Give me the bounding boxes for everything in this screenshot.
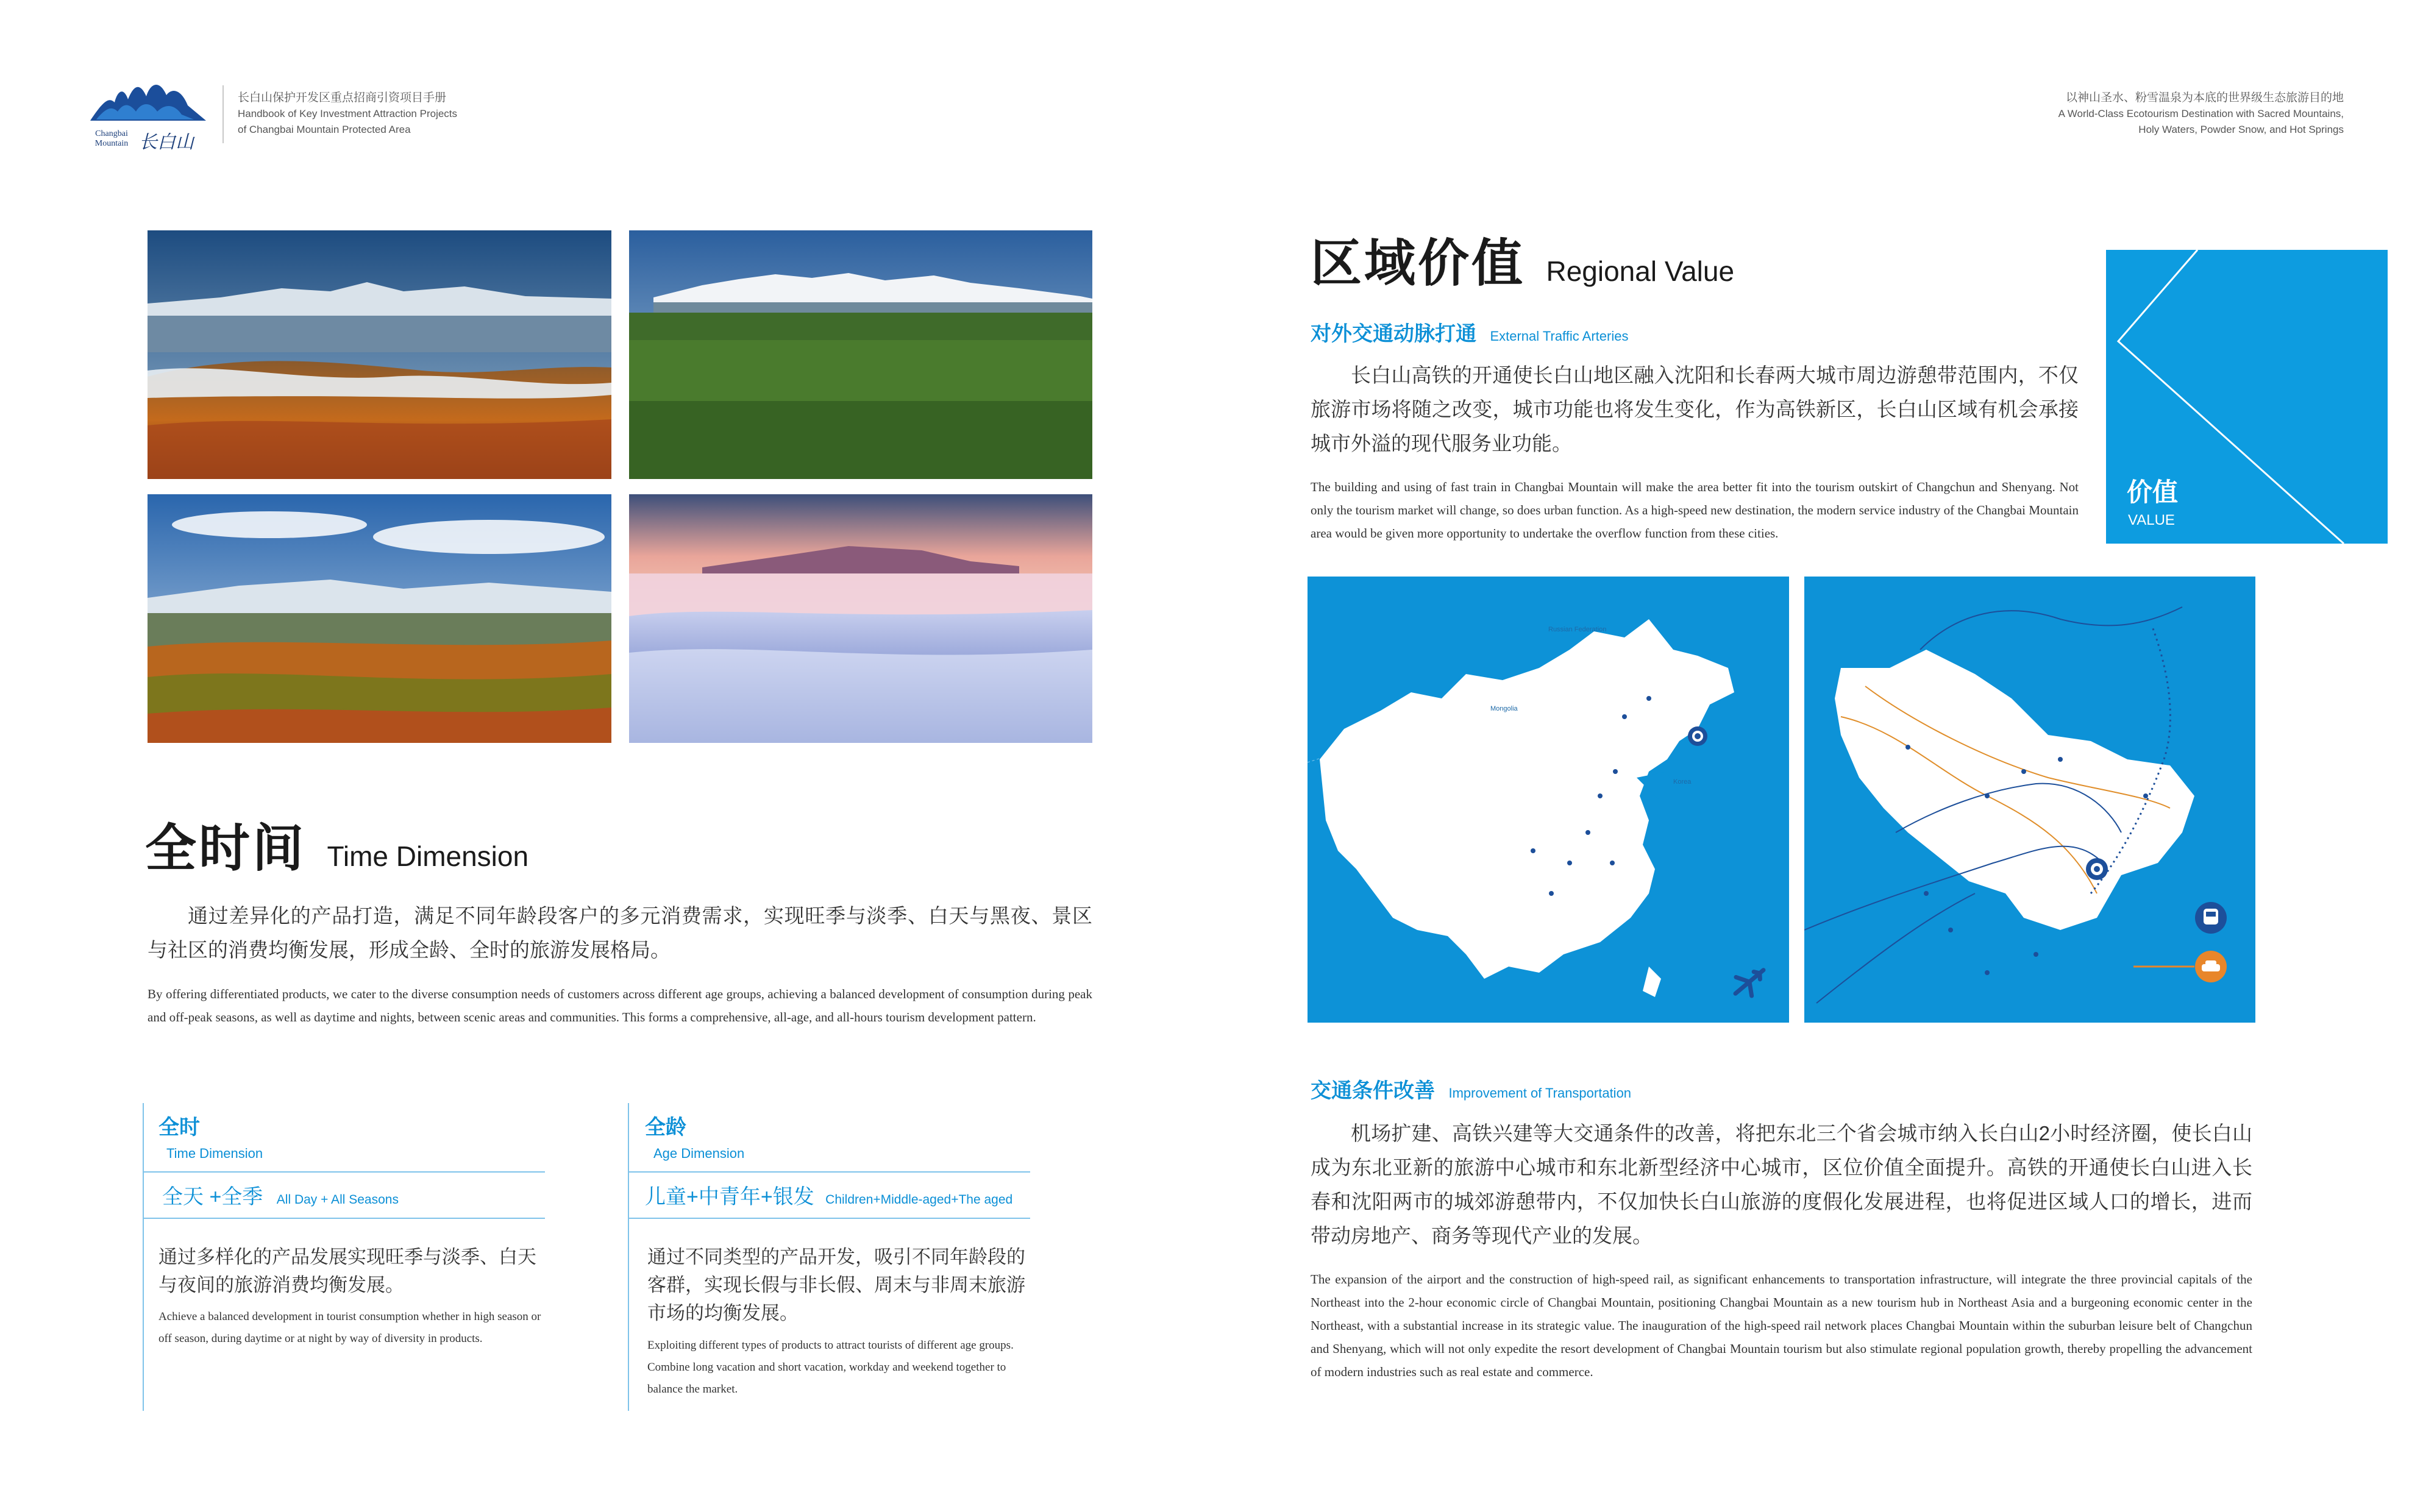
logo-text-cn: 长白山 — [139, 132, 194, 152]
time-dimension-body-en: By offering differentiated products, we cater to the diverse consumption needs of customers across different age groups, achieving a balanced development of consumption during peak and off-peak seasons, as well as daytime and nights, between scenic areas and communities. This forms a comprehensive, all-age, and all-hours tourism development pattern. — [148, 987, 1092, 1024]
time-dimension-title-en: Time Dimension — [327, 840, 529, 872]
col1-divider-1 — [143, 1171, 545, 1173]
svg-text:Russian Federation: Russian Federation — [1548, 626, 1607, 633]
section2-head-en: Improvement of Transportation — [1448, 1085, 1632, 1101]
logo — [90, 78, 212, 151]
regional-value-title-en: Regional Value — [1546, 255, 1735, 287]
header-divider — [222, 85, 224, 143]
handbook-title-en-2: of Changbai Mountain Protected Area — [238, 124, 411, 135]
col2-text-en: Exploiting different types of products to attract tourists of different age groups. Combine long vacation and short vacation, workday and weekend together to balance the market. — [647, 1339, 1014, 1396]
section2-body-cn: 机场扩建、高铁兴建等大交通条件的改善，将把东北三个省会城市纳入长白山2小时经济圈，使长白山成为东北亚新的旅游中心城市和东北新型经济中心城市，区位价值全面提升。高铁的开通使长白山进入长春和沈阳两市的城郊游憩带内，不仅加快长白山旅游的度假化发展进程，也将促进区域人口的增长，进而带动房地产、商务等现代产业的发展。 — [1311, 1122, 2252, 1247]
northeast-map — [1804, 577, 2255, 1023]
handbook-title — [238, 90, 457, 138]
location-pin-icon — [1688, 726, 1707, 746]
logo-text-en: Changbai Mountain — [94, 129, 129, 148]
col2-head-cn: 全龄 — [645, 1116, 686, 1139]
col1-tag-en: All Day + All Seasons — [276, 1193, 399, 1207]
section1-head-cn: 对外交通动脉打通 — [1311, 322, 1476, 346]
col1-head-cn: 全时 — [158, 1116, 200, 1139]
section1-head-en: External Traffic Arteries — [1490, 328, 1629, 344]
section1-body-cn: 长白山高铁的开通使长白山地区融入沈阳和长春两大城市周边游憩带范围内，不仅旅游市场将随之改变，城市功能也将发生变化，作为高铁新区，长白山区域有机会承接城市外溢的现代服务业功能。 — [1311, 364, 2079, 455]
col1-tag — [162, 1180, 399, 1210]
photo-rime-forest-sunrise — [629, 494, 1092, 743]
regional-value-title-cn: 区域价值 — [1311, 235, 1526, 292]
col2-tag-en: Children+Middle-aged+The aged — [825, 1193, 1013, 1207]
logo-mountain-icon — [90, 78, 206, 124]
col2-divider-1 — [628, 1171, 1030, 1173]
regional-value-heading — [1311, 222, 1734, 296]
train-icon — [2195, 902, 2227, 934]
location-pin-icon — [2086, 858, 2108, 880]
col2-vertical-line — [628, 1103, 629, 1411]
section2-body-en: The expansion of the airport and the construction of high-speed rail, as significant enhancements to transportation infrastructure, will integrate the three provincial capitals of the Northeast into the 2-hour economic circle of Changbai Mountain, positioning Changbai Mountain as a new tourism hub in Northeast Asia and a burgeoning economic center in the Northeast, with a substantial increase in its strategic value. The inauguration of the high-speed rail network places Changbai Mountain within the suburban leisure belt of Changchun and Shenyang, which will not only expedite the resort development of Changbai Mountain tourism but also stimulate regional population growth, thereby propelling the advancement of modern industries such as real estate and commerce. — [1311, 1272, 2252, 1379]
col2-divider-2 — [628, 1218, 1030, 1219]
badge-label-en: VALUE — [2128, 512, 2175, 528]
car-icon — [2195, 951, 2227, 982]
handbook-title-en-1: Handbook of Key Investment Attraction Projects — [238, 108, 458, 119]
col1-text-cn: 通过多样化的产品发展实现旺季与淡季、白天与夜间的旅游消费均衡发展。 — [158, 1246, 536, 1296]
section2-heading — [1311, 1074, 1631, 1104]
col2-tag-cn: 儿童+中青年+银发 — [645, 1185, 814, 1209]
col1-tag-cn: 全天 +全季 — [162, 1185, 263, 1209]
airplane-icon — [1727, 960, 1771, 1003]
svg-text:Mongolia: Mongolia — [1490, 705, 1518, 712]
col2-tag — [645, 1180, 1012, 1210]
time-dimension-title-cn: 全时间 — [145, 820, 307, 877]
china-map — [1308, 577, 1789, 1023]
col1-vertical-line — [143, 1103, 144, 1411]
col2-text-cn: 通过不同类型的产品开发，吸引不同年龄段的客群，实现长假与非长假、周末与非周末旅游市场的均衡发展。 — [647, 1246, 1025, 1324]
photo-snow-peaks-forest — [629, 230, 1092, 479]
section1-heading — [1311, 317, 1628, 347]
svg-text:Korea: Korea — [1673, 778, 1692, 786]
slogan-en-1: A World-Class Ecotourism Destination with Sacred Mountains, — [2058, 108, 2344, 119]
col1-head-en: Time Dimension — [166, 1146, 263, 1161]
col2-head-en: Age Dimension — [653, 1146, 745, 1161]
slogan-en-2: Holy Waters, Powder Snow, and Hot Springs — [2138, 124, 2344, 135]
badge-label-cn: 价值 — [2127, 478, 2179, 506]
time-dimension-heading — [145, 807, 528, 881]
section1-body-en: The building and using of fast train in Changbai Mountain will make the area better fit into the tourism outskirt of Changchun and Shenyang. Not only the tourism market will change, so does urban function. As a high-speed new destination, the modern service industry of the Changbai Mountain area would be given more opportunity to undertake the overflow function from these cities. — [1311, 480, 2079, 541]
photo-autumn-sea-of-clouds — [148, 230, 611, 479]
col1-divider-2 — [143, 1218, 545, 1219]
time-dimension-body-cn: 通过差异化的产品打造，满足不同年龄段客户的多元消费需求，实现旺季与淡季、白天与黑夜、景区与社区的消费均衡发展，形成全龄、全时的旅游发展格局。 — [148, 904, 1092, 961]
section2-head-cn: 交通条件改善 — [1311, 1079, 1435, 1102]
handbook-title-cn: 长白山保护开发区重点招商引资项目手册 — [238, 91, 447, 104]
slogan — [2058, 90, 2344, 138]
value-badge — [2106, 250, 2388, 544]
col1-text-en: Achieve a balanced development in tourist consumption whether in high season or off season, during daytime or at night by way of diversity in products. — [158, 1310, 541, 1345]
slogan-cn: 以神山圣水、粉雪温泉为本底的世界级生态旅游目的地 — [2065, 91, 2344, 104]
photo-autumn-forest-snow-mountain — [148, 494, 611, 743]
